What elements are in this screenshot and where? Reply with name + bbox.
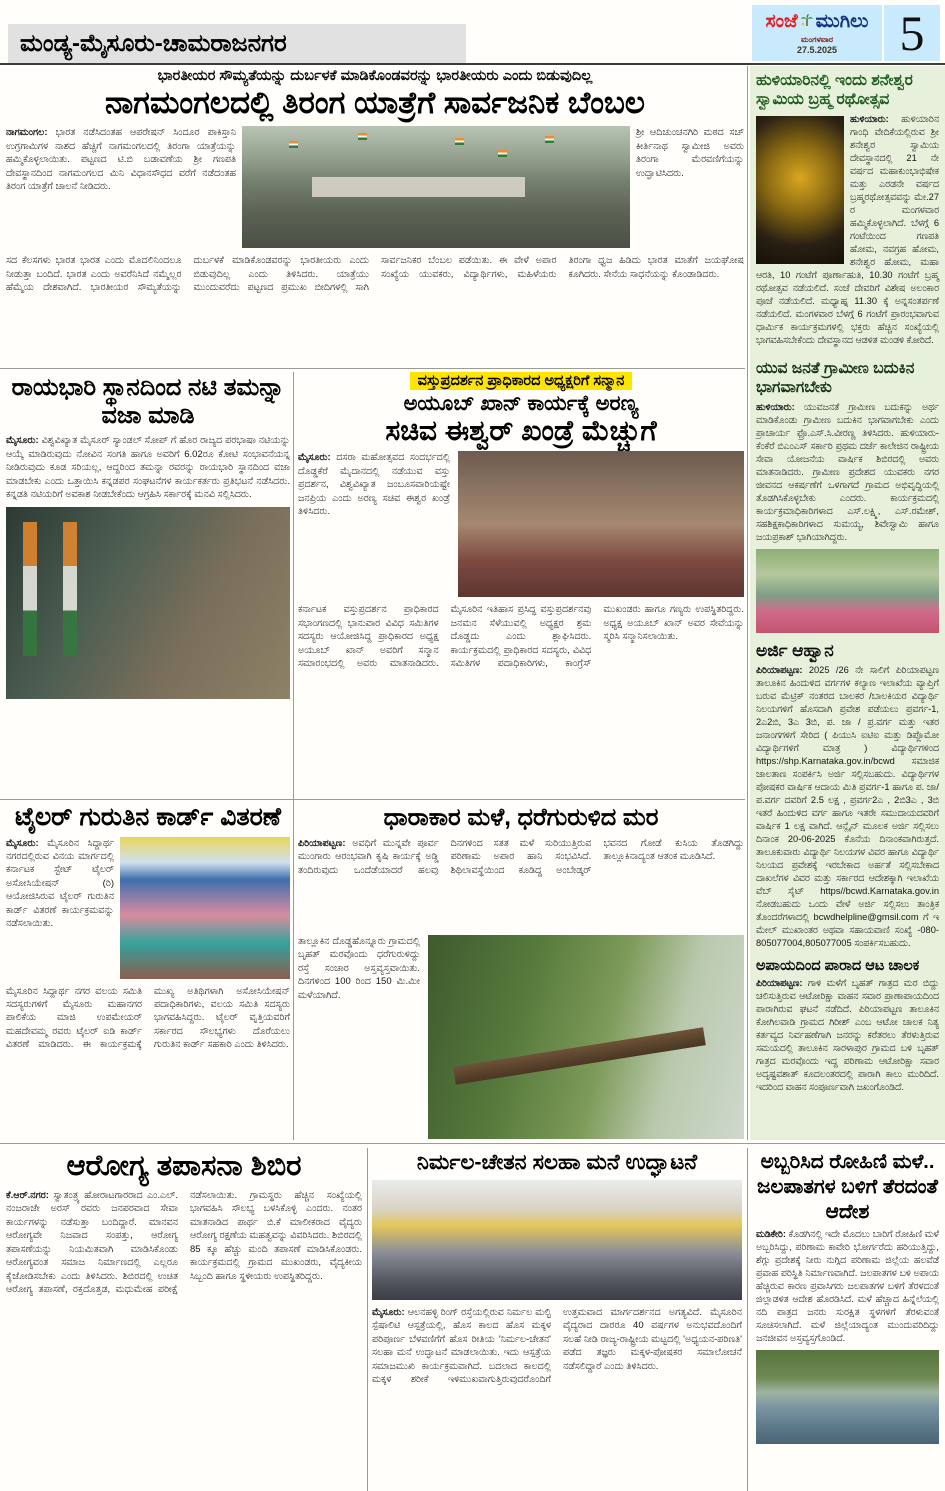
article-lead-tiranga-yatra <box>6 68 744 358</box>
masthead-date: 27.5.2025 <box>796 45 838 55</box>
lead-dateline: ನಾಗಮಂಗಲ: <box>6 127 48 139</box>
column-divider <box>747 66 748 1140</box>
khandre-headline-1: ಅಯೂಬ್ ಖಾನ್ ಕಾರ್ಯಕ್ಕೆ ಅರಣ್ಯ <box>403 392 639 415</box>
tricolor-flag-icon <box>358 133 367 140</box>
column-divider <box>747 1148 748 1491</box>
khandre-headline-2: ಸಚಿವ ಈಶ್ವರ್ ಖಂಡ್ರೆ ಮೆಚ್ಚುಗೆ <box>385 415 657 446</box>
tricolor-flag-icon <box>289 141 298 148</box>
rain-headline: ಧಾರಾಕಾರ ಮಳೆ, ಧರೆಗುರುಳಿದ ಮರ <box>383 804 659 831</box>
paper-name <box>766 11 869 33</box>
tamannaah-protest-photo <box>6 507 290 699</box>
masthead <box>752 5 940 61</box>
section-rule <box>0 368 745 369</box>
sanmana-group-photo <box>458 451 744 597</box>
article-health-camp <box>6 1150 362 1484</box>
palm-tree-icon <box>800 13 814 32</box>
paper-name-red: ಸಂಜೆ <box>765 11 798 32</box>
nirmala-inauguration-photo <box>372 1180 742 1300</box>
yuva-headline: ಯುವ ಜನತೆ ಗ್ರಾಮೀಣ ಬದುಕಿನ ಭಾಗವಾಗಬೇಕು <box>756 360 915 397</box>
lead-kicker: ಭಾರತೀಯರ ಸೌಮ್ಯತೆಯನ್ನು ದುರ್ಬಳಕೆ ಮಾಡಿಕೊಂಡವರನ್ನು ಭಾರತೀಯರು ಎಂದು ಬಿಡುವುದಿಲ್ಲ <box>157 68 593 84</box>
tree-trunk <box>453 1027 706 1085</box>
rohini-body: ಮಡಿಕೇರಿ: ಕೊಡಗಿನಲ್ಲಿ ಇದೇ ಮೊದಲು ಬಾರಿಗೆ ರೋಹಿಣಿ ಮಳೆ ಅಬ್ಬರಿಸಿದ್ದು, ಪರಿಣಾಮ ಕಾವೇರಿ ಭೋರ್ಗರೆದು ಹರಿಯುತ್ತಿದ್ದು, ಶೆಗ್ಗು ಪ್ರದೇಶಕ್ಕೆ ನೀರು ನುಗ್ಗಿದ ಪರಿಣಾಮ ಜಿಲ್ಲೆಯ ಹಲವೆಡೆ ಪ್ರವಾಹ ಪರಿಸ್ಥಿತಿ ನಿರ್ಮಾಣವಾಗಿದೆ. ಜಲಪಾತಗಳ ಬಳಿ ಅಪಾಯ ಹೆಚ್ಚಿರುವ ಕಾರಣ ಪ್ರವಾಸಿಗರು ಜಲಪಾತಗಳ ಬಳಿಗೆ ತೆರಳದಂತೆ ಜಿಲ್ಲಾಡಳಿತ ಆದೇಶ ಹೊರಡಿಸಿದೆ. ಮಳೆ ಹೆಚ್ಚಾದ ಹಿನ್ನೆಲೆಯಲ್ಲಿ ನದಿ ಪಾತ್ರದ ಜನರು ಸುರಕ್ಷಿತ ಸ್ಥಳಗಳಿಗೆ ತೆರಳುವಂತೆ ಸೂಚಿಸಲಾಗಿದೆ. ಮಳೆ ಜಿಲ್ಲೆಯಾದ್ಯಂತ ಮುಂದುವರಿದಿದ್ದು ಜನಜೀವನ ಅಸ್ತವ್ಯಸ್ತಗೊಂಡಿದೆ. <box>756 1229 939 1344</box>
rathotsava-headline: ಹುಳಿಯಾರಿನಲ್ಲಿ ಇಂದು ಶನೇಶ್ವರ ಸ್ವಾಮಿಯ ಬ್ರಹ್ಮ ರಥೋತ್ಸವ <box>756 72 913 109</box>
tricolor-flag-icon <box>498 150 507 157</box>
khandre-body-left: ಮೈಸೂರು: ದಸರಾ ಮಹೋತ್ಸವದ ಸಂದರ್ಭದಲ್ಲಿ ದೊಡ್ಡಕೆರೆ ಮೈದಾನದಲ್ಲಿ ನಡೆಯುವ ವಸ್ತು ಪ್ರದರ್ಶನ, ವಿಶ್ವವಿಖ್ಯಾತ ಜಂಬೂಸವಾರಿಯಷ್ಟೇ ಜನಪ್ರಿಯ ಎಂದು ಅರಣ್ಯ ಸಚಿವ ಈಶ್ವರ ಖಂಡ್ರೆ ತಿಳಿಸಿದರು. <box>298 452 451 518</box>
right-rail <box>750 66 945 1140</box>
article-auto-chalaka <box>756 958 939 1094</box>
article-rain-tree <box>298 804 744 1139</box>
nirmala-body: ಮೈಸೂರು: ಆಲನಹಳ್ಳಿ ರಿಂಗ್ ರಸ್ತೆಯಲ್ಲಿರುವ ನಿರ್ಮಲ ಮಲ್ಟಿ ಸ್ಪೆಷಾಲಿಟಿ ಆಸ್ಪತ್ರೆಯಲ್ಲಿ, ಹೊಸ ಕಾಲದ ಹೊಸ ಮಕ್ಕಳ ಪರಿಪೂರ್ಣ ಬೆಳವಣಿಗೆಗೆ ಹೊಸ ರೀತಿಯ 'ನಿರ್ಮಲ-ಚೇತನ' ಸಲಹಾ ಮನೆ ಉದ್ಘಾಟನೆ ಮಾಡಲಾಯಿತು. ಇದು ಆಸ್ಪತ್ರೆಯ ಸಮಾಜಮುಖಿ ಕಾರ್ಯಕ್ರಮವಾಗಿದೆ. ಬದಲಾದ ಕಾಲದಲ್ಲಿ ಮಕ್ಕಳ ಶರೀಕೆ ಇಳಿಮುಖವಾಗುತ್ತಿರುವುದರೊಂದಿಗೆ ಉತ್ತಮವಾದ ಮಾರ್ಗದರ್ಶನದ ಅಗತ್ಯವಿದೆ. ಮೈಸೂರಿನ ವೈದ್ಯರಾದ ದಾರರೂ 40 ವರ್ಷಗಳ ಅನುಭವದೊಂದಿಗೆ ಸಲಹೆ ನೀಡಿ ರಾಜ್ಯ-ರಾಷ್ಟ್ರೀಯ ಮಟ್ಟದಲ್ಲಿ 'ಅಧ್ಯಯನ-ಪರಿಣತಿ' ಪಡೆದ ತಜ್ಞರು ಮಕ್ಕಳ-ಪೋಷಕರ ಸಮಾಲೋಚನೆ ನಡೆಸಲಿದ್ದಾರೆ ಎಂದು ತಿಳಿಸಿದರು. <box>372 1307 742 1386</box>
article-arji-ahvana <box>756 641 939 950</box>
tailor-body-left: ಮೈಸೂರು: ಮೈಸೂರಿನ ಸಿದ್ದಾರ್ಥ ನಗರದಲ್ಲಿರುವ ವಿನಯ ಮಾರ್ಗದಲ್ಲಿ ಕರ್ನಾಟಕ ಸ್ಟೇಟ್ ಟೈಲರ್ ಅಸೋಸಿಯೇಷನ್ (ರಿ) ಆಯೋಜಿಸಿರುವ ಟೈಲರ್ ಗುರುತಿನ ಕಾರ್ಡ್ ವಿತರಣೆ ಕಾರ್ಯಕ್ರಮವನ್ನು ನಡೆಸಲಾಯಿತು. <box>6 837 115 930</box>
arji-heading: ಅರ್ಜಿ ಆಹ್ವಾನ <box>756 640 834 660</box>
river-photo <box>756 1350 939 1444</box>
tailor-body-cols: ಮೈಸೂರಿನ ಸಿದ್ದಾರ್ಥ ನಗರ ವಲಯ ಸಮಿತಿ ಸದಸ್ಯರುಗಳಿಗೆ ಮೈಸೂರು ಮಹಾನಗರ ಪಾಲಿಕೆಯ ಮಾಜಿ ಉಪಮೇಯರ್ ಮಹದೇವಮ್ಮ ರವರು ಟೈಲರ್ ಐಡಿ ಕಾರ್ಡ್ ವಿತರಣೆ ಮಾಡಿದರು. ಈ ಕಾರ್ಯಕ್ರಮಕ್ಕೆ ಮುಖ್ಯ ಅತಿಥಿಗಳಾಗಿ ಅಸೋಸಿಯೇಷನ್ ಪದಾಧಿಕಾರಿಗಳು, ವಲಯ ಸಮಿತಿ ಸದಸ್ಯರು ಭಾಗವಹಿಸಿದ್ದರು. ಟೈಲರ್ ವೃತ್ತಿಯವರಿಗೆ ಸರ್ಕಾರದ ಸೌಲಭ್ಯಗಳು ದೊರೆಯಲು ಗುರುತಿನ ಕಾರ್ಡ್ ಸಹಕಾರಿ ಎಂದು ತಿಳಿಸಿದರು. <box>6 985 290 1051</box>
article-tailor <box>6 804 290 1135</box>
paper-name-blue: ಮುಗಿಲು <box>815 11 869 32</box>
article-rohini-male <box>750 1148 945 1491</box>
health-headline: ಆರೋಗ್ಯ ತಪಾಸನಾ ಶಿಬಿರ <box>66 1150 302 1182</box>
section-rule <box>0 1143 945 1144</box>
tailor-headline: ಟೈಲರ್ ಗುರುತಿನ ಕಾರ್ಡ್ ವಿತರಣೆ <box>15 803 281 831</box>
region-label: ಮಂಡ್ಯ-ಮೈಸೂರು-ಚಾಮರಾಜನಗರ <box>20 30 287 57</box>
ksta-event-photo <box>120 837 290 979</box>
lead-body-bottom: ಸದ ಕೆಲಸಗಳು ಭಾರತ ಭಾರತ ಎಂದು ಮೊದಲಿನಿಂದಲೂ ನೀಡುತ್ತಾ ಬಂದಿದೆ. ಭಾರತ ಎಂದು ಅವರೆನಿಸಿದೆ ನಮ್ಮೆಲ್ಲರ ಹೆಮ್ಮೆಯ ದೇಶವಾಗಿದೆ. ಭಾರತೀಯರ ಸೌಮ್ಯತೆಯನ್ನು ದುರ್ಬಳಕೆ ಮಾಡಿಕೊಂಡವರನ್ನು ಭಾರತೀಯರು ಎಂದು ಬಿಡುವುದಿಲ್ಲ ಎಂದು ತಿಳಿಸಿದರು. ಯಾತ್ರೆಯು ಮುಂದುವರೆದು ಪಟ್ಟಣದ ಪ್ರಮುಖ ಬೀದಿಗಳಲ್ಲಿ ಸಾಗಿ ಸಾರ್ವಜನಿಕರ ಬೆಂಬಲ ಪಡೆಯಿತು. ಈ ವೇಳೆ ಅಪಾರ ಸಂಖ್ಯೆಯ ಯುವಕರು, ವಿದ್ಯಾರ್ಥಿಗಳು, ಮಹಿಳೆಯರು ತಿರಂಗಾ ಧ್ವಜ ಹಿಡಿದು ಭಾರತ ಮಾತೆಗೆ ಜಯಘೋಷ ಕೂಗಿದರು. ಸೇನೆಯ ಸಾಧನೆಯನ್ನು ಕೊಂಡಾಡಿದರು. <box>6 255 744 294</box>
rohini-headline: ಅಬ್ಬರಿಸಿದ ರೋಹಿಣಿ ಮಳೆ.. ಜಲಪಾತಗಳ ಬಳಿಗೆ ತೆರದಂತೆ ಆದೇಶ <box>757 1151 938 1223</box>
region-banner <box>8 24 466 64</box>
article-tamannaah <box>6 374 290 699</box>
article-rathotsava <box>756 71 939 347</box>
lead-body-left: ನಾಗಮಂಗಲ: ಭಾರತ ನಡೆಸಿದಂತಹ ಆಪರೇಷನ್ ಸಿಂದೂರ ಪಾಕಿಸ್ತಾನಿ ಉಗ್ರಗಾಮಿಗಳ ನಾಶದ ಹೆಚ್ಚಿಗೆ ನಾಗಮಂಗಲದಲ್ಲಿ ತಿರಂಗಾ ಯಾತ್ರೆಯನ್ನು ಹಮ್ಮಿಕೊಳ್ಳಲಾಯಿತು. ಪಟ್ಟಣದ ಟಿ.ಬಿ ಬಡಾವಣೆಯ ಶ್ರೀ ಗಣಪತಿ ದೇವಸ್ಥಾನದಿಂದ ನಾಗಮಂಗಲದ ಮಿನಿ ವಿಧಾನಸೌಧದ ವರೆಗೆ ನಡೆದಂತಹ ತಿರಂಗ ಯಾತ್ರೆಗೆ ಚಾಲನೆ ನೀಡಿದರು. <box>6 127 237 193</box>
column-divider <box>367 1148 368 1491</box>
arji-body: ಪಿರಿಯಾಪಟ್ಟಣ: 2025 /26 ನೇ ಸಾಲಿಗೆ ಪಿರಿಯಾಪಟ್ಟಣ ತಾಲೂಕಿನ ಹಿಂದುಳಿದ ವರ್ಗಗಳ ಕಲ್ಯಾಣ ಇಲಾಖೆಯ ವ್ಯಾಪ್ತಿಗೆ ಬರುವ ಮೆಟ್ರಿಕ್ ನಂತರದ ಬಾಲಕರ /ಬಾಲಕಿಯರ ವಿದ್ಯಾರ್ಥಿ ನಿಲಯಗಳಿಗೆ ಹೊಸದಾಗಿ ಪ್ರವೇಶ ಪಡೆಯಲು ಪ್ರವರ್ಗ-1, 2ಎ2ಬಿ, 3ಎ 3ಬಿ, ಪ. ಜಾ / ಪ್ರ.ವರ್ಗ ಮತ್ತು ಇತರ ಜನಾಂಗಗಳಿಗೆ ಸೇರಿದ ( ಪಿಯುಸಿ ಐಟಿಐ ಮತ್ತು ಡಿಪ್ಲೊಮೋ ವಿದ್ಯಾರ್ಥಿಗಳಿಗೆ ಮಾತ್ರ ) ವಿದ್ಯಾರ್ಥಿಗಳಿಂದ https://shp.Karnataka.gov.in/bcwd ಸಮಾಜಿಕ ಜಾಲತಾಣ ಸಂಪರ್ಕಿಸಿ ಅರ್ಜಿ ಸಲ್ಲಿಸಬಹುದು. ವಿದ್ಯಾರ್ಥಿಗಳ ಪೋಷಕರ ವಾರ್ಷಿಕ ಆದಾಯ ಮಿತಿ ಪ್ರವರ್ಗ-1 ಹಾಗೂ ಪ. ಜಾ/ ಪ.ವರ್ಗ ದವರಿಗೆ 2.5 ಲಕ್ಷ , ಪ್ರವರ್ಗ2ಎ , 2ಬಿ3ಎ , 3ಬಿ ಇತರೆ ಹಿಂದುಳಿದ ವರ್ಗ ಹಾಗೂ ಇತರೇ ಸಮುದಾಯದವರಿಗೆ ವಾರ್ಷಿಕ 1 ಲಕ್ಷ ವಾಗಿದೆ. ಆನ್ಲೈನ್ ಮೂಲಕ ಅರ್ಜಿ ಸಲ್ಲಿಸಲು ದಿನಾಂಕ 20-06-2025 ಕೊನೆಯ ದಿನಾಂಕವಾಗಿರುತ್ತದೆ. ತಾಲೂಕುವಾರು ವಿದ್ಯಾರ್ಥಿ ನಿಲಯಗಳ ವಿವರ ಹಾಗೂ ವಿದ್ಯಾರ್ಥಿ ನಿಲಯದ ಪ್ರವೇಶಕ್ಕೆ ಇರಬೇಕಾದ ಅರ್ಹತೆ ಸಲ್ಲಿಸಬೇಕಾದ ದಾಖಲೆಗಳ ವಿವರ ಮತ್ತು ಸರ್ಕಾರದ ಆದೇಶಕ್ಕಾಗಿ ಇಲಾಖೆಯ ವೆಬ್ ಸೈಟ್ https//bcwd.Karnataka.gov.in ನೋಡಬಹುದು ಒಂದು ವೇಳೆ ಅರ್ಜಿ ಸಲ್ಲಿಸಲು ತಾಂತ್ರಿಕ ತೊಂದರೆಗಳಾದಲ್ಲಿ bcwdhelpline@gmsil.com ಗೆ ಇ ಮೇಲ್ ಮುಖಾಂತರ ಅಥವಾ ಸಹಾಯವಾಣಿ ಸಂಖ್ಯೆ -080-805077004,805077005 ಸಂಪರ್ಕಿಸಬಹುದು. <box>756 664 939 949</box>
article-nirmala-chetana <box>372 1150 742 1471</box>
fallen-tree-photo <box>428 935 744 1139</box>
yuva-meeting-photo <box>756 549 939 633</box>
flag-decor <box>23 522 37 656</box>
lead-body-right: ಶ್ರೀ ಆದಿಚುಂಚನಗಿರಿ ಮಠದ ಸಚ್ ಕೀರ್ತಿನಾಥ ಸ್ವಾಮೀಜಿ ಅವರು ತಿರಂಗಾ ಮೆರವಣಿಗೆಯನ್ನು ಉದ್ಘಾಟಿಸಿದರು. <box>636 127 744 179</box>
auto-heading: ಅಪಾಯದಿಂದ ಪಾರಾದ ಆಟ ಚಾಲಕ <box>756 958 920 975</box>
masthead-logo <box>752 5 884 61</box>
khandre-body-cols: ಕರ್ನಾಟಕ ವಸ್ತುಪ್ರದರ್ಶನ ಪ್ರಾಧಿಕಾರದ ಸಭಾಂಗಣದಲ್ಲಿ ಭಾನುವಾರ ವಿವಿಧ ಸಮಿತಿಗಳ ಸದಸ್ಯರು ಆಯೋಜಿಸಿದ್ದ ಪ್ರಾಧಿಕಾರದ ಅಧ್ಯಕ್ಷ ಅಯೂಬ್ ಖಾನ್ ಅವರಿಗೆ ಸನ್ಮಾನ ಸಮಾರಂಭದಲ್ಲಿ ಅವರು ಮಾತನಾಡಿದರು. ಮೈಸೂರಿನ ಇತಿಹಾಸ ಪ್ರಸಿದ್ಧ ವಸ್ತುಪ್ರದರ್ಶನವು ಜನಮನ ಸೆಳೆಯುವಲ್ಲಿ ಅಧ್ಯಕ್ಷರ ಶ್ರಮ ದೊಡ್ಡದು ಎಂದು ಶ್ಲಾಘಿಸಿದರು. ಕಾರ್ಯಕ್ರಮದಲ್ಲಿ ಪ್ರಾಧಿಕಾರದ ಸದಸ್ಯರು, ವಿವಿಧ ಸಮಿತಿಗಳ ಪದಾಧಿಕಾರಿಗಳು, ಕಾಂಗ್ರೆಸ್ ಮುಖಂಡರು ಹಾಗೂ ಗಣ್ಯರು ಉಪಸ್ಥಿತರಿದ್ದರು. ಅಧ್ಯಕ್ಷ ಅಯೂಬ್ ಖಾನ್ ಅವರ ಸೇವೆಯನ್ನು ಸ್ಮರಿಸಿ ಸನ್ಮಾನಿಸಲಾಯಿತು. <box>298 604 744 670</box>
khandre-kicker: ವಸ್ತುಪ್ರದರ್ಶನ ಪ್ರಾಧಿಕಾರದ ಅಧ್ಯಕ್ಷರಿಗೆ ಸನ್ಮಾನ <box>410 372 633 390</box>
lead-headline: ನಾಗಮಂಗಲದಲ್ಲಿ ತಿರಂಗ ಯಾತ್ರೆಗೆ ಸಾರ್ವಜನಿಕ ಬೆಂಬಲ <box>105 85 645 120</box>
rathotsava-body: ಹುಳಿಯಾರು: ಹುಳಿಯಾರಿನ ಗಾಂಧಿ ವೇದಿಕೆಯಲ್ಲಿರುವ ಶ್ರೀ ಶನೇಶ್ವರ ಸ್ವಾಮಿಯ ದೇವಸ್ಥಾನದಲ್ಲಿ 21 ನೇ ವರ್ಷದ ಮಹಾಕುಂಭಾಭಿಷೇಕ ಮತ್ತು ಎರಡನೇ ವರ್ಷದ ಬ್ರಹ್ಮರಥೋತ್ಸವವನ್ನು ಮೇ.27 ರ ಮಂಗಳವಾರ ಹಮ್ಮಿಕೊಳ್ಳಲಾಗಿದೆ. ಬೆಳಗ್ಗೆ 6 ಗಂಟೆಯಿಂದ ಗಣಪತಿ ಹೋಮ, ನವಗ್ರಹ ಹೋಮ, ಶನೇಶ್ವರ ಹೋಮ, ಮಹಾ ಆರತಿ, 10 ಗಂಟೆಗೆ ಪೂರ್ಣಾಹುತಿ, 10.30 ಗಂಟೆಗೆ ಬ್ರಹ್ಮ ರಥೋತ್ಸವ ನಡೆಯಲಿದೆ. ಸಂಜೆ ದೇವರಿಗೆ ವಿಶೇಷ ಅಲಂಕಾರ ಪೂಜೆ ನಡೆಯಲಿದೆ. ಮಧ್ಯಾಹ್ನ 11.30 ಕ್ಕೆ ಅನ್ನಸಂತರ್ಪಣೆ ನಡೆಯಲಿದೆ. ಮಂಗಳವಾರ ಬೆಳಗ್ಗೆ 6 ಗಂಟೆಗೆ ಪ್ರಾರಂಭವಾಗುವ ಧಾರ್ಮಿಕ ಕಾರ್ಯಕ್ರಮಗಳಲ್ಲಿ ಭಕ್ತರು ಹೆಚ್ಚಿನ ಸಂಖ್ಯೆಯಲ್ಲಿ ಭಾಗವಹಿಸಬೇಕೆಂದು ದೇವಸ್ಥಾನದ ಆಡಳಿತ ಮಂಡಳಿ ಕೋರಿದೆ. <box>756 113 939 346</box>
column-divider <box>293 372 294 1140</box>
page-number: 5 <box>899 5 925 61</box>
tricolor-flag-icon <box>455 138 464 145</box>
yuva-body: ಹುಳಿಯಾರು: ಯುವಜನತೆ ಗ್ರಾಮೀಣ ಬದುಕನ್ನು ಅರ್ಥ ಮಾಡಿಕೊಂಡು ಗ್ರಾಮೀಣ ಬದುಕಿನ ಭಾಗವಾಗಬೇಕು ಎಂದು ಪ್ರಾಚಾರ್ಯ ಫ್ರೊ.ಎಸ್.ಸಿ.ವೀರಣ್ಣ ತಿಳಿಸಿದರು. ಹುಳಿಯಾರು-ಕೆಂಕೆರೆ ಬಿಎಂಎಸ್ ಸರ್ಕಾರಿ ಪ್ರಥಮ ದರ್ಜೆ ಕಾಲೇಜಿನ ರಾಷ್ಟ್ರೀಯ ಸೇವಾ ಯೋಜನೆಯ ವಾರ್ಷಿಕ ಶಿಬಿರದಲ್ಲಿ ಅವರು ಮಾತನಾಡಿದರು. ಗ್ರಾಮೀಣ ಪ್ರದೇಶದ ಯುವಕರು ನಗರ ಜೀವನದ ಆಕರ್ಷಣೆಗೆ ಒಳಗಾಗದೆ ಗ್ರಾಮದ ಅಭಿವೃದ್ಧಿಯಲ್ಲಿ ತೊಡಗಿಸಿಕೊಳ್ಳಬೇಕು ಎಂದರು. ಕಾರ್ಯಕ್ರಮದಲ್ಲಿ ಕಾರ್ಯಕ್ರಮಾಧಿಕಾರಿಗಳಾದ ಎಸ್.ಲಕ್ಷ್ಮಿ, ಎಸ್.ರಮೇಶ್, ಸಹಶಿಕ್ಷಕಾಧಿಕಾರಿಗಳಾದ ಸುಮಯ್ಯ, ಶಿವೇಸ್ವಾಮಿ ಹಾಗೂ ಜಯಪ್ರಕಾಶ್ ಭಾಗಿಯಾಗಿದ್ದರು. <box>756 401 939 542</box>
tamannaah-body: ಮೈಸೂರು: ವಿಶ್ವವಿಖ್ಯಾತ ಮೈಸೂರ್ ಸ್ಯಾಂಡಲ್ ಸೋಪ್ ಗೆ ಹೊರ ರಾಜ್ಯದ ಪರಭಾಷಾ ನಟಿಯನ್ನು ಆಯ್ಕೆ ಮಾಡಿರುವುದು ನೋವಿನ ಸಂಗತಿ ಹಾಗೂ ಅವರಿಗೆ 6.02ರೂ ಕೋಟಿ ಸಂಭಾವನೆಯನ್ನ ನೀಡಿರುವುದು ಕೂಡ ಸರಿಯಲ್ಲ, ಆದ್ದರಿಂದ ತಮನ್ನಾ ರವರನ್ನು ರಾಯಭಾರಿ ಸ್ಥಾನದಿಂದ ವಜಾ ಮಾಡಬೇಕು ಎಂದು ಒತ್ತಾಯಿಸಿ ಕನ್ನಡಪರ ಸಂಘಟನೆಗಳ ಕಾರ್ಯಕರ್ತರು ಪ್ರತಿಭಟನೆ ನಡೆಸಿದರು. ಕನ್ನಡತಿ ನಟಿಯರಿಗೆ ಅವಕಾಶ ನೀಡಬೇಕೆಂದು ಆಗ್ರಹಿಸಿ ಸರ್ಕಾರಕ್ಕೆ ಮನವಿ ಸಲ್ಲಿಸಿದರು. <box>6 435 290 501</box>
deity-photo <box>756 116 844 264</box>
tamannaah-headline: ರಾಯಭಾರಿ ಸ್ಥಾನದಿಂದ ನಟಿ ತಮನ್ನಾ ವಜಾ ಮಾಡಿ <box>11 374 285 429</box>
tiranga-rally-photo <box>242 126 630 248</box>
article-khandre <box>298 372 744 765</box>
rally-banner <box>312 177 525 197</box>
tricolor-flag-icon <box>545 136 554 143</box>
flag-decor <box>63 522 77 656</box>
section-rule <box>0 799 745 800</box>
rain-body-cols: ಪಿರಿಯಾಪಟ್ಟಣ: ಅವಧಿಗೆ ಮುನ್ನವೇ ಪೂರ್ವ ಮುಂಗಾರು ಆರಂಭವಾಗಿ ಕೃಷಿ ಕಾರ್ಯಕ್ಕೆ ಅಡ್ಡಿ ತಂದಿರುವುದು ಒಂದೆಡೆಯಾದರೆ ಹಲವು ದಿನಗಳಿಂದ ಸತತ ಮಳೆ ಸುರಿಯುತ್ತಿರುವ ಪರಿಣಾಮ ಅಪಾರ ಹಾನಿ ಸಂಭವಿಸಿದೆ. ಶಿಥಿಲಾವಸ್ಥೆಯಿಂದ ಕೂಡಿದ್ದ ಅಂಬೇಡ್ಕರ್ ಭವನದ ಗೋಡೆ ಕುಸಿಯ ತೊಡಗಿದ್ದು ತಾಲ್ಲೂಕಿನಾದ್ಯಂತ ಆತಂಕ ಮೂಡಿಸಿದೆ. <box>298 837 744 876</box>
rain-body-left: ತಾಲ್ಲೂಕಿನ ದೊಡ್ಡಹೊನ್ನೂರು ಗ್ರಾಮದಲ್ಲಿ ಬೃಹತ್ ಮರವೊಂದು ಧರೆಗುರುಳಿದ್ದು ರಸ್ತೆ ಸಂಚಾರ ಅಸ್ತವ್ಯಸ್ತವಾಯಿತು. ದಿನಗಳಿಂದ 100 ರಿಂದ 150 ಮಿ.ಮೀ ಮಳೆಯಾಗಿದೆ. <box>298 935 420 1001</box>
nirmala-headline: ನಿರ್ಮಲ-ಚೇತನ ಸಲಹಾ ಮನೆ ಉದ್ಘಾಟನೆ <box>416 1150 698 1174</box>
article-yuva-janate <box>756 359 939 633</box>
masthead-day: ಮಂಗಳವಾರ <box>800 35 833 44</box>
auto-body: ಪಿರಿಯಾಪಟ್ಟಣ: ಗಾಳಿ ಮಳೆಗೆ ಬೃಹತ್ ಗಾತ್ರದ ಮರ ಬಿದ್ದು ಚಲಿಸುತ್ತಿರುವ ಆಟೋರಿಕ್ಷಾ ವಾಹನ ಸವಾರ ಪ್ರಾಣಾಪಾಯದಿಂದ ಪಾರಾಗಿರುವ ಘಟನೆ ನಡೆದಿದೆ. ಪಿರಿಯಾಪಟ್ಟಣ ತಾಲೂಕಿನ ಕೋಗಿಲವಾಡಿ ಗ್ರಾಮದ ಗಿರೀಶ್ ಎಂಬ ಆಟೋ ಚಾಲಕ ನಿತ್ಯ ಕರ್ತವ್ಯದ ನಿರ್ವಹಣೆಗಾಗಿ ಜನರನ್ನು ಕರೆತರಲು ತೆರಳುತ್ತಿರುವ ಸಮಯದಲ್ಲಿ ತಾಲೂಕಿನ ಸಾರಳಾಪುರ ಗ್ರಾಮದ ಬಳಿ ಬೃಹತ್ ಗಾತ್ರದ ಮರವೊಂದು ಇದ್ದ ಪರಿಣಾಮ ಆಟೋರಿಕ್ಷಾ ಸವಾರ ಅದೃಷ್ಟವಶಾತ್ ಕೂದಲಂತರದಲ್ಲಿ ಪಾರಾಗಿ ಕಾಲು ಮುರಿದಿದೆ. ಇದರಿಂದ ವಾಹನ ಸಂಪೂರ್ಣವಾಗಿ ಜಖಂಗೊಂಡಿದೆ. <box>756 978 939 1093</box>
health-body: ಕೆ.ಆರ್.ನಗರ: ಸ್ವಾತಂತ್ರ್ಯ ಹೋರಾಟಗಾರರಾದ ಎಂ.ಎಲ್. ನಂಜರಾಜೇ ಅರಸ್ ರವರು ಜನಪರವಾದ ಸೇವಾ ಕಾರ್ಯಗಳನ್ನು ನಡೆಸುತ್ತಾ ಬಂದಿದ್ದಾರೆ. ಮಾನವನ ಆರೋಗ್ಯವೇ ನಿಜವಾದ ಸಂಪತ್ತು, ಆರೋಗ್ಯ ತಪಾಸಣೆಯನ್ನು ನಿಯಮಿತವಾಗಿ ಮಾಡಿಸಿಕೊಂಡು ಆರೋಗ್ಯವಂತ ಸಮಾಜ ನಿರ್ಮಾಣದಲ್ಲಿ ಎಲ್ಲರೂ ಕೈಜೋಡಿಸಬೇಕು ಎಂದು ತಿಳಿಸಿದರು. ಶಿಬಿರದಲ್ಲಿ ಉಚಿತ ಆರೋಗ್ಯ ತಪಾಸಣೆ, ರಕ್ತದೊತ್ತಡ, ಮಧುಮೇಹ ಪರೀಕ್ಷೆ ನಡೆಸಲಾಯಿತು. ಗ್ರಾಮಸ್ಥರು ಹೆಚ್ಚಿನ ಸಂಖ್ಯೆಯಲ್ಲಿ ಭಾಗವಹಿಸಿ ಸೌಲಭ್ಯ ಬಳಸಿಕೊಳ್ಳಿ ಎಂದರು. ನಂತರ ಮಾತನಾಡಿದ ಪಾರ್ಥ ಬಿ.ಕೆ ಮಾಲೀಕರಾದ ವೈದ್ಯರು ಆರೋಗ್ಯ ರಕ್ಷಣೆಯ ಮಹತ್ವವನ್ನು ವಿವರಿಸಿದರು. ಶಿಬಿರದಲ್ಲಿ 85 ಕ್ಕೂ ಹೆಚ್ಚು ಮಂದಿ ತಪಾಸಣೆ ಮಾಡಿಸಿಕೊಂಡರು. ಕಾರ್ಯಕ್ರಮದಲ್ಲಿ ಗ್ರಾಮದ ಮುಖಂಡರು, ವೈದ್ಯಕೀಯ ಸಿಬ್ಬಂದಿ ಹಾಗೂ ಸ್ಥಳೀಯರು ಉಪಸ್ಥಿತರಿದ್ದರು. <box>6 1190 362 1296</box>
header-rule <box>0 63 945 65</box>
